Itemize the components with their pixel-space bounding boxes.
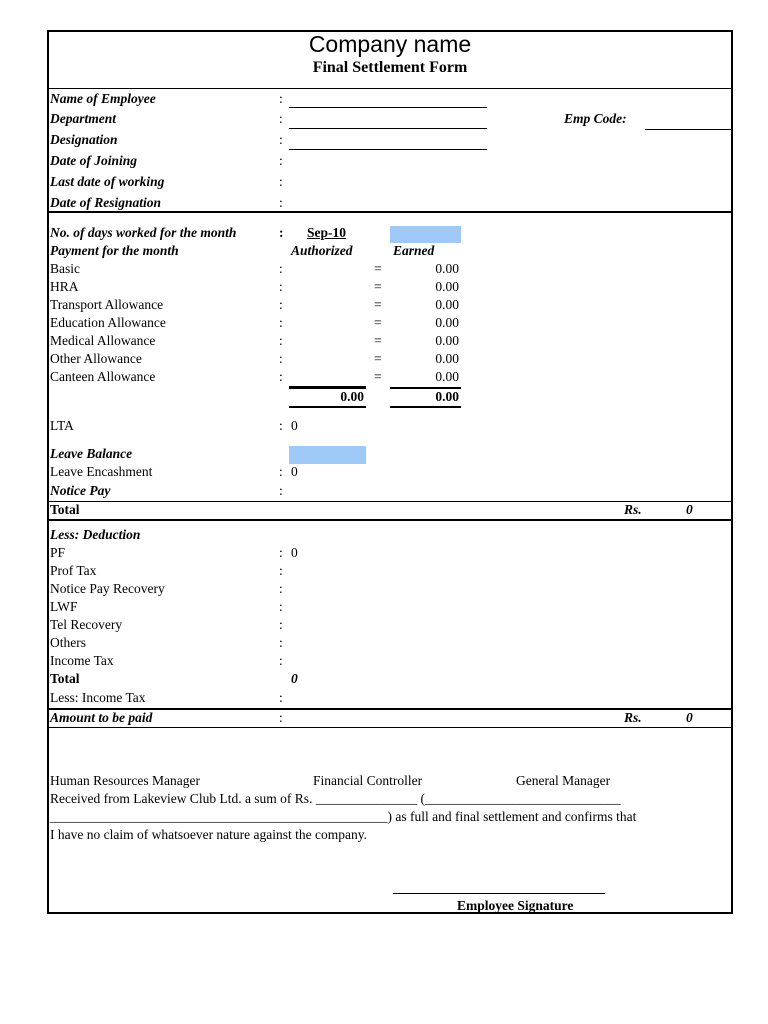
less-income-tax-label: Less: Income Tax: [50, 690, 146, 705]
deduction-item-label: Prof Tax: [50, 563, 97, 578]
colon: :: [279, 369, 283, 384]
total-rule: [289, 406, 366, 408]
equals-sign: =: [374, 369, 382, 384]
divider: [47, 727, 733, 728]
divider: [47, 211, 733, 213]
colon: :: [279, 635, 283, 650]
pay-item-label: HRA: [50, 279, 79, 294]
month-value: Sep-10: [307, 225, 347, 240]
colon: :: [279, 279, 283, 294]
lta-label: LTA: [50, 418, 74, 433]
leave-balance-label: Leave Balance: [50, 446, 133, 461]
pay-item-label: Basic: [50, 261, 80, 276]
equals-sign: =: [374, 261, 382, 276]
equals-sign: =: [374, 333, 382, 348]
deduction-item-value: 0: [291, 545, 298, 560]
received-line: Received from Lakeview Club Ltd. a sum of Rs. _______________ (_____________________________: [50, 791, 621, 806]
designation-label: Designation: [50, 132, 118, 147]
deduction-item-label: LWF: [50, 599, 78, 614]
colon: :: [279, 617, 283, 632]
colon: :: [279, 464, 283, 479]
days-input[interactable]: [390, 226, 461, 243]
colon: :: [279, 545, 283, 560]
colon: :: [279, 563, 283, 578]
pay-item-earned: 0.00: [435, 279, 459, 294]
equals-sign: =: [374, 297, 382, 312]
employee-signature-label: Employee Signature: [457, 898, 574, 913]
total-authorized: 0.00: [340, 389, 364, 404]
leave-encashment-label: Leave Encashment: [50, 464, 153, 479]
pay-item-earned: 0.00: [435, 315, 459, 330]
claim-line: I have no claim of whatsoever nature against the company.: [50, 827, 368, 842]
financial-controller-label: Financial Controller: [313, 773, 423, 788]
pay-item-earned: 0.00: [435, 369, 459, 384]
divider: [47, 88, 733, 89]
resignation-label: Date of Resignation: [50, 195, 162, 210]
lta-value: 0: [291, 418, 298, 433]
pay-item-label: Other Allowance: [50, 351, 142, 366]
colon: :: [279, 483, 283, 498]
pay-item-earned: 0.00: [435, 333, 459, 348]
last-day-label: Last date of working: [50, 174, 165, 189]
colon: :: [279, 418, 283, 433]
payment-total-label: Total: [50, 502, 80, 517]
pay-item-label: Education Allowance: [50, 315, 166, 330]
emp-code-field[interactable]: [645, 129, 733, 130]
colon: :: [279, 153, 283, 168]
colon: :: [279, 351, 283, 366]
colon: :: [279, 195, 283, 210]
colon: :: [279, 690, 283, 705]
colon: :: [279, 132, 283, 147]
colon: :: [279, 91, 283, 106]
total-earned: 0.00: [435, 389, 459, 404]
deduction-total-value: 0: [291, 671, 298, 686]
settlement-line: __________________________________________________) as full and final settlement and confirms that: [50, 809, 637, 824]
authorized-header: Authorized: [291, 243, 353, 258]
colon: :: [279, 315, 283, 330]
designation-field[interactable]: [289, 149, 487, 150]
payment-section-label: Payment for the month: [50, 243, 179, 258]
equals-sign: =: [374, 351, 382, 366]
colon: :: [279, 710, 283, 725]
colon: :: [279, 297, 283, 312]
deduction-item-label: Others: [50, 635, 86, 650]
department-field[interactable]: [289, 128, 487, 129]
colon: :: [279, 653, 283, 668]
pay-item-earned: 0.00: [435, 297, 459, 312]
deduction-item-label: PF: [50, 545, 66, 560]
pay-item-label: Medical Allowance: [50, 333, 156, 348]
amount-label: Amount to be paid: [50, 710, 153, 725]
leave-balance-input[interactable]: [289, 446, 366, 464]
emp-code-label: Emp Code:: [564, 111, 627, 126]
total-rule: [390, 406, 461, 408]
general-manager-label: General Manager: [516, 773, 611, 788]
equals-sign: =: [374, 279, 382, 294]
leave-encashment-value: 0: [291, 464, 298, 479]
form-title: Final Settlement Form: [312, 59, 468, 76]
deduction-item-label: Tel Recovery: [50, 617, 123, 632]
pay-item-label: Canteen Allowance: [50, 369, 156, 384]
amount-value: 0: [686, 710, 693, 725]
pay-item-earned: 0.00: [435, 261, 459, 276]
name-field[interactable]: [289, 107, 487, 108]
signature-line[interactable]: [393, 893, 605, 894]
pay-item-label: Transport Allowance: [50, 297, 164, 312]
rs-label: Rs.: [624, 710, 642, 725]
colon: :: [279, 581, 283, 596]
rs-label: Rs.: [624, 502, 642, 517]
doj-label: Date of Joining: [50, 153, 138, 168]
equals-sign: =: [374, 315, 382, 330]
colon: :: [279, 111, 283, 126]
payment-total-value: 0: [686, 502, 693, 517]
deduction-header: Less: Deduction: [50, 527, 141, 542]
divider: [47, 519, 733, 521]
colon: :: [279, 333, 283, 348]
deduction-item-label: Income Tax: [50, 653, 114, 668]
colon: :: [279, 174, 283, 189]
colon: :: [279, 599, 283, 614]
deduction-item-label: Notice Pay Recovery: [50, 581, 165, 596]
notice-pay-label: Notice Pay: [50, 483, 111, 498]
colon: :: [279, 225, 284, 240]
days-worked-label: No. of days worked for the month: [50, 225, 237, 240]
earned-header: Earned: [393, 243, 435, 258]
department-label: Department: [50, 111, 116, 126]
hr-manager-label: Human Resources Manager: [50, 773, 200, 788]
deduction-total-label: Total: [50, 671, 80, 686]
name-label: Name of Employee: [50, 91, 156, 106]
company-name: Company name: [308, 31, 472, 57]
pay-item-earned: 0.00: [435, 351, 459, 366]
colon: :: [279, 261, 283, 276]
